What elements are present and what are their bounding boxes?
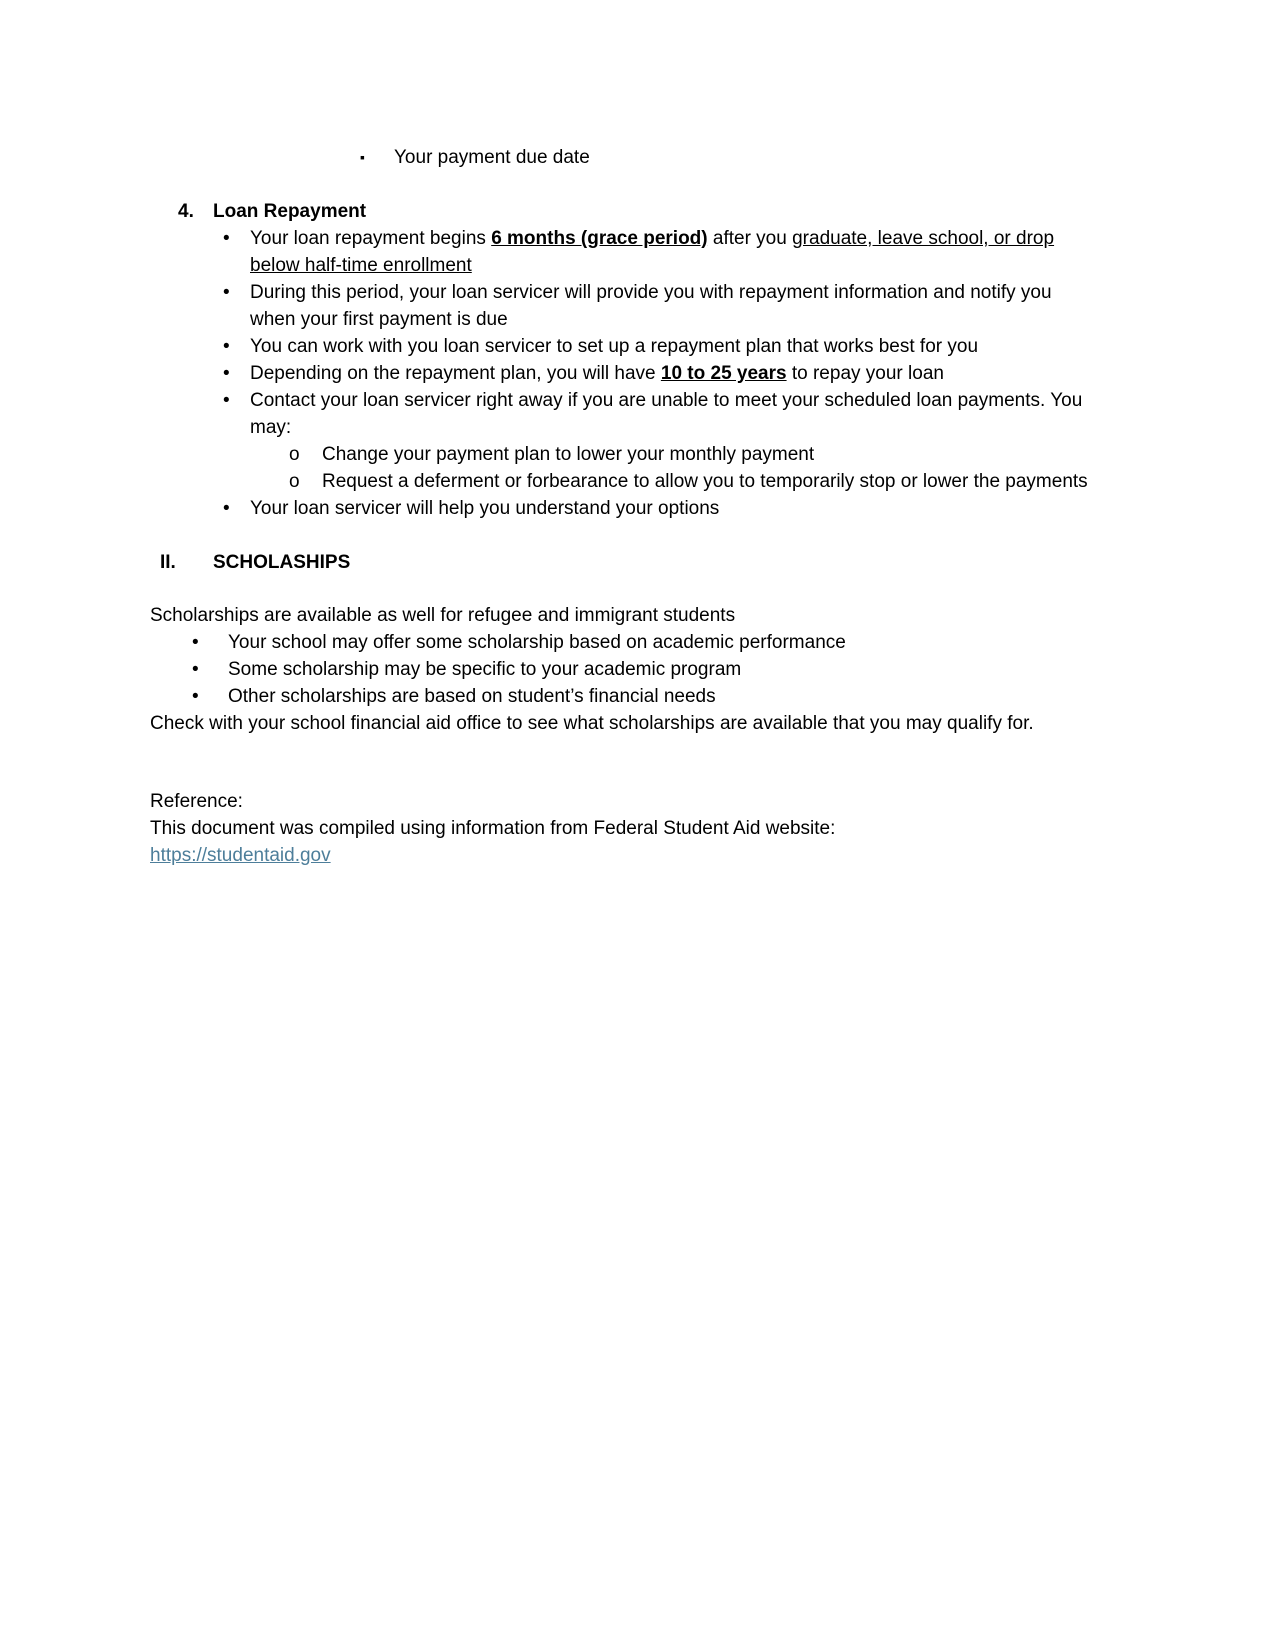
bullet-icon: • — [192, 632, 199, 653]
section-heading-scholarships — [150, 549, 1125, 576]
bullet-icon: • — [223, 336, 230, 357]
text-segment: Depending on the repayment plan, you will have — [250, 363, 661, 384]
reference-link-line — [150, 842, 1125, 869]
list-item-text — [228, 659, 741, 680]
text-segment: 6 months (grace period) — [491, 228, 708, 249]
text-segment: to repay your loan — [786, 363, 944, 384]
list-item-loan-3 — [150, 333, 1125, 360]
bullet-icon: • — [223, 363, 230, 384]
section-heading-loan-repayment — [150, 198, 1125, 225]
text-segment: Contact your loan servicer right away if you are unable to meet your scheduled loan payments. You may: — [250, 390, 1083, 438]
list-item-text: Your payment due date — [394, 147, 590, 168]
section-number: II. — [160, 552, 176, 573]
text-segment: Some scholarship may be specific to your academic program — [228, 659, 742, 680]
list-item-text — [250, 390, 1082, 438]
scholarships-closing-paragraph: Check with your school financial aid office to see what scholarships are available that you may qualify for. — [150, 713, 1034, 734]
bullet-icon: • — [192, 686, 199, 707]
list-item-text — [250, 228, 1054, 276]
text-segment: graduate, leave school, or drop below half-time enrollment — [250, 228, 1055, 276]
section-title: SCHOLASHIPS — [213, 552, 351, 573]
text-segment: Other scholarships are based on student’s financial needs — [228, 686, 716, 707]
list-item-payment-due-date — [150, 144, 1125, 171]
bullet-icon: • — [223, 228, 230, 249]
scholarships-list — [150, 629, 1125, 710]
text-segment: Your loan repayment begins — [250, 228, 492, 249]
section-title: Loan Repayment — [213, 201, 367, 222]
text-segment: Your school may offer some scholarship based on academic performance — [228, 632, 846, 653]
bullet-icon: • — [223, 282, 230, 303]
list-item-text — [250, 363, 944, 384]
bullet-icon: • — [223, 390, 230, 411]
list-item-scholarship-2 — [150, 656, 1125, 683]
text-segment: Your loan servicer will help you understand your options — [250, 498, 720, 519]
reference-label: Reference: — [150, 791, 243, 812]
loan-repayment-list — [150, 225, 1125, 522]
list-item-scholarship-1 — [150, 629, 1125, 656]
list-item-loan-5-sub-1 — [150, 441, 1125, 468]
text-segment: During this period, your loan servicer will provide you with repayment information and notify you when your first payment is due — [250, 282, 1052, 330]
list-item-loan-2 — [150, 279, 1125, 333]
text-segment: 10 to 25 years — [660, 363, 787, 384]
bullet-icon: o — [289, 444, 300, 465]
list-item-text — [250, 336, 978, 357]
scholarships-intro-paragraph: Scholarships are available as well for refugee and immigrant students — [150, 605, 736, 626]
list-item-text — [322, 444, 814, 465]
section-number: 4. — [178, 201, 194, 222]
text-segment: after you — [707, 228, 793, 249]
list-item-loan-1 — [150, 225, 1125, 279]
list-item-loan-5 — [150, 387, 1125, 441]
text-segment: Request a deferment or forbearance to allow you to temporarily stop or lower the payments — [322, 471, 1088, 492]
list-item-text — [228, 686, 716, 707]
list-item-text — [250, 282, 1052, 330]
reference-section — [150, 788, 1125, 869]
list-item-loan-5-sub-2 — [150, 468, 1125, 495]
list-item-loan-6 — [150, 495, 1125, 522]
list-item-text — [322, 471, 1088, 492]
list-item-text — [250, 498, 719, 519]
list-item-text — [228, 632, 846, 653]
document-body — [150, 144, 1125, 869]
list-item-loan-4 — [150, 360, 1125, 387]
bullet-icon: o — [289, 471, 300, 492]
reference-description: This document was compiled using information from Federal Student Aid website: — [150, 818, 836, 839]
list-item-scholarship-3 — [150, 683, 1125, 710]
text-segment: You can work with you loan servicer to set up a repayment plan that works best for you — [250, 336, 979, 357]
bullet-icon: • — [223, 498, 230, 519]
bullet-icon: • — [192, 659, 199, 680]
text-segment: Change your payment plan to lower your monthly payment — [322, 444, 815, 465]
reference-link[interactable]: https://studentaid.gov — [150, 845, 331, 866]
square-bullet-icon: ▪ — [360, 149, 365, 165]
